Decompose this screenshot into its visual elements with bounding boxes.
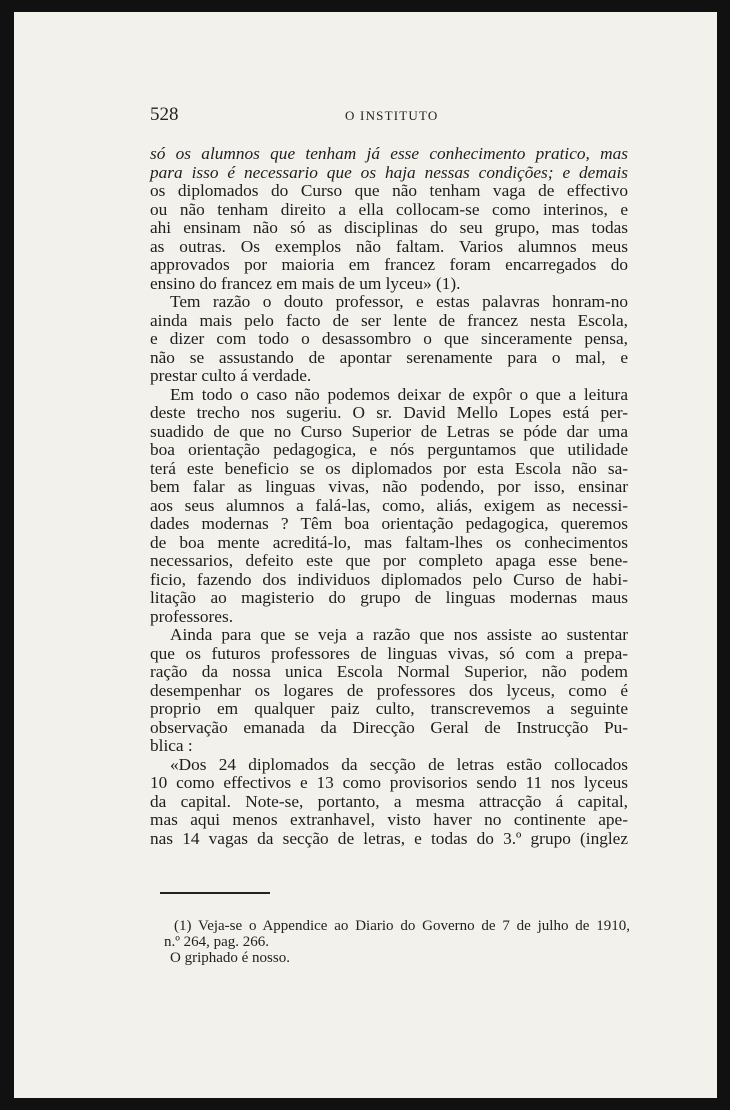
running-title: O INSTITUTO xyxy=(345,108,439,123)
footnote-line: n.º 264, pag. 266. xyxy=(164,934,270,950)
text-line: da capital. Note-se, portanto, a mesma attracção á capital, xyxy=(150,791,628,811)
text-line: ração da nossa unica Escola Normal Superior, não podem xyxy=(150,662,628,681)
text-line: ahi ensinam não só as disciplinas do seu grupo, mas todas xyxy=(150,218,628,237)
text-line: necessarios, defeito este que por completo apaga esse bene- xyxy=(150,551,628,570)
text-line: professores. xyxy=(150,606,234,626)
footnote-line: (1) Veja-se o Appendice ao Diario do Governo de 7 de julho de 1910, xyxy=(174,918,630,934)
text-line: terá este beneficio se os diplomados por esta Escola não sa- xyxy=(150,458,628,478)
text-line: para isso é necessario que os haja nessas condições; e demais xyxy=(150,162,628,182)
body-text xyxy=(150,145,628,848)
text-line: proprio em qualquer paiz culto, transcrevemos a seguinte xyxy=(150,699,628,718)
text-line: ou não tenham direito a ella collocam-se como interinos, e xyxy=(150,199,628,219)
text-line: litação ao magisterio do grupo de linguas modernas maus xyxy=(150,588,628,607)
page-number: 528 xyxy=(150,104,179,125)
text-line: aos seus alumnos a falá-las, como, aliás, exigem as necessi- xyxy=(150,495,628,515)
text-line: suadido de que no Curso Superior de Letras se póde dar uma xyxy=(150,421,628,441)
footnotes xyxy=(164,918,630,966)
text-line: dades modernas ? Têm boa orientação pedagogica, queremos xyxy=(150,514,628,533)
text-line: não se assustando de apontar serenamente para o mal, e xyxy=(150,347,628,367)
text-line: os diplomados do Curso que não tenham vaga de effectivo xyxy=(150,181,628,200)
text-line: prestar culto á verdade. xyxy=(150,366,312,385)
text-line: «Dos 24 diplomados da secção de letras estão collocados xyxy=(170,754,628,774)
text-line: Ainda para que se veja a razão que nos assiste ao sustentar xyxy=(170,625,628,644)
text-line: as outras. Os exemplos não faltam. Varios alumnos meus xyxy=(150,236,628,256)
page-header xyxy=(150,104,610,130)
footnote-line: O griphado é nosso. xyxy=(170,950,290,966)
text-line: nas 14 vagas da secção de letras, e todas do 3.º grupo (inglez xyxy=(150,828,628,848)
text-line: mas aqui menos extranhavel, visto haver no continente ape- xyxy=(150,810,628,829)
document-page xyxy=(14,12,717,1098)
text-line: ficio, fazendo dos individuos diplomados pelo Curso de habi- xyxy=(150,569,628,589)
text-line: bem falar as linguas vivas, não podendo, por isso, ensinar xyxy=(150,477,628,496)
text-line: 10 como effectivos e 13 como provisorios sendo 11 nos lyceus xyxy=(150,773,628,792)
text-line: Em todo o caso não podemos deixar de expôr o que a leitura xyxy=(170,384,628,404)
text-line: Tem razão o douto professor, e estas palavras honram-no xyxy=(170,292,628,311)
text-line: observação emanada da Direcção Geral de Instrucção Pu- xyxy=(150,717,628,737)
text-line: blica : xyxy=(150,736,193,755)
text-line: deste trecho nos sugeriu. O sr. David Mello Lopes está per- xyxy=(150,403,628,422)
text-line: ainda mais pelo facto de ser lente de francez nesta Escola, xyxy=(150,310,628,330)
text-line: boa orientação pedagogica, e nós perguntamos que utilidade xyxy=(150,440,628,459)
text-line: approvados por maioria em francez foram encarregados do xyxy=(150,255,628,274)
text-line: e dizer com todo o desassombro o que sinceramente pensa, xyxy=(150,329,628,348)
footnote-divider xyxy=(160,892,270,894)
text-line: ensino do francez em mais de um lyceu» (1). xyxy=(150,273,461,293)
text-line: desempenhar os logares de professores dos lyceus, como é xyxy=(150,680,628,700)
text-line: que os futuros professores de linguas vivas, só com a prepa- xyxy=(150,643,628,663)
text-line: só os alumnos que tenham já esse conhecimento pratico, mas xyxy=(150,144,628,163)
text-line: de boa mente acreditá-lo, mas faltam-lhes os conhecimentos xyxy=(150,532,628,552)
